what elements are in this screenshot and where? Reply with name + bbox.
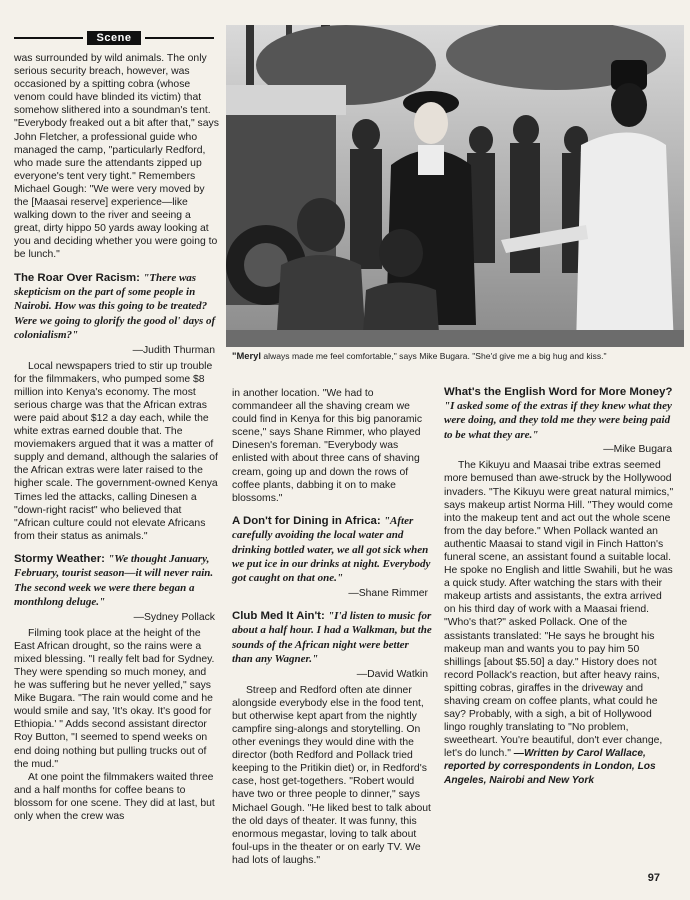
- caption-text: always made me feel comfortable," says Mike Bugara. "She'd give me a big hug and kiss.": [260, 351, 607, 361]
- subhead-club-med: Club Med It Ain't:: [232, 609, 325, 622]
- photo: [226, 25, 684, 347]
- pull-quote: "After carefully avoiding the local water and drinking bottled water, we all got sick when we put ice in our drinks at night. Everybody got caught on that one.": [232, 514, 431, 585]
- paragraph: was surrounded by wild animals. The only serious security breach, however, was occasioned by a spitting cobra (whose venom could have blinded its victim) that somehow slithered into a soundman's tent. "Everybody freaked out a bit after that," says John Fletcher, a professional guide who managed the camp, "particularly Redford, who made sure the attendants zipped up everyone's tent very tight." Remembers Michael Gough: "We were very moved by the [Maasai reserve] experience—like walking down to the river and seeing a great, dirty hippo 50 yards away looking at you and deciding whether you were going to be lunch.": [14, 53, 219, 261]
- section-header: [14, 30, 214, 46]
- subhead-with-quote: [232, 609, 432, 667]
- quote-attribution: —David Watkin: [356, 668, 428, 680]
- section-label: Scene: [87, 31, 142, 45]
- quote-attribution: —Shane Rimmer: [348, 587, 428, 599]
- quote-attribution: —Mike Bugara: [603, 444, 672, 456]
- page-number: 97: [647, 872, 660, 884]
- column-middle: [232, 387, 432, 867]
- photo-caption: [232, 350, 682, 362]
- pull-quote: "We thought January, February, tourist season—it will never rain. The second week we were there began a monthlong deluge.": [14, 552, 214, 609]
- paragraph: At one point the filmmakers waited three and a half months for coffee beans to blossom for one scene. They did at last, but only when the crew was: [14, 771, 215, 822]
- column-right: [444, 385, 676, 787]
- paragraph: Streep and Redford often ate dinner alongside everybody else in the food tent, but otherwise kept apart from the nightly campfire sing-alongs and storytelling. On other evenings they would dine with the director (both Redford and Pollack tried keeping to the Pritikin diet) or, in Redford's case, host get-togethers. "Robert would have two or three people to dinner," says Michael Gough. "He liked best to talk about the old days of theater. It was funny, this enormous megastar, loving to talk about foul-ups in the theater or on early TV. We had lots of laughs.": [232, 684, 431, 866]
- subhead-with-quote: [14, 271, 219, 343]
- subhead-racism: The Roar Over Racism:: [14, 271, 140, 284]
- paragraph: Filming took place at the height of the East African drought, so the rains were a mixed blessing. "I really felt bad for Sydney. They were spending so much money, and he was suffering but he never yelled," says Mike Bugara. "The rain would come and he would smile and say, 'It's okay. It's good for Ethiopia.' " Adds second assistant director Roy Button, "I seemed to spend weeks on end doing nothing but pulling trucks out of the mud.": [14, 627, 215, 770]
- pull-quote: "I'd listen to music for about a half hour. I had a Walkman, but the sounds of the African night were better than any Wagner.": [232, 609, 432, 666]
- section-rule-right: [145, 37, 214, 39]
- subhead-english-word: What's the English Word for More Money?: [444, 386, 673, 398]
- paragraph-text: The Kikuyu and Maasai tribe extras seemed more bemused than awe-struck by the Hollywood invaders. "The Kikuyu were great natural mimics," says makeup artist Norma Hill. "They would come into the makeup tent and act out the whole scene from the day before." When Pollack wanted an authentic Maasai to stand vigil in Finch Hatton's funeral scene, an assistant found a suitable local. He spoke no English and little Swahili, but he was a quick study. After watching the stars with their makeup artists and assistants, the extra arrived on his third day of work with a Maasai friend. "Who's that?" asked Pollack. One of the assistants translated: "He says he brought his makeup man and wants you to pay him 50 shillings [about $5.50] a day." History does not record Pollack's reaction, but after heavy rains, spitting cobras, giraffes in the driveway and shaving cream on coffee plants, what could he say? Probably, with a sigh, a bit of Hollywood lingo roughly translating to "No problem, sweetheart. You're beautiful, don't ever change, let's do lunch.": [444, 460, 674, 760]
- paragraph: in another location. "We had to commandeer all the shaving cream we could find in Kenya for this big panoramic scene," says Shane Rimmer, who played Dinesen's foreman. "Everybody was enlisted with about three cans of shaving cream, going up and down the rows of coffee plants, dabbing it on to make blossoms.": [232, 388, 423, 504]
- pull-quote: "I asked some of the extras if they knew what they were doing, and they told me they were being paid to be what they are.": [444, 400, 672, 441]
- photo-illustration: [226, 25, 684, 347]
- section-rule-left: [14, 37, 83, 39]
- subhead-with-quote: [444, 385, 676, 442]
- column-left: [14, 52, 219, 823]
- article-credit: —Written by Carol Wallace, reported by correspondents in London, Los Angeles, Nairobi and New York: [444, 748, 656, 786]
- pull-quote: "There was skepticism on the part of some people in Nairobi. How was this going to be treated? Were we going to glorify the good ol' days of colonialism?": [14, 271, 216, 342]
- quote-attribution: —Judith Thurman: [132, 344, 215, 356]
- paragraph: [444, 459, 676, 786]
- subhead-weather: Stormy Weather:: [14, 552, 105, 565]
- subhead-with-quote: [232, 514, 432, 586]
- paragraph: Local newspapers tried to stir up trouble for the filmmakers, who pumped some $8 million into Kenya's economy. The most serious charge was that the African extras were paid about $12 a day each, while the white extras earned double that. The moviemakers argued that it was a matter of supply and demand, although the salaries of the African extras were later raised to the higher scale. The government-owned Kenya Times led the attacks, calling Dinesen a "down-right racist" who believed that "African culture could not elevate Africans from their status as animals.": [14, 360, 218, 542]
- caption-lead: "Meryl: [232, 350, 261, 361]
- quote-attribution: —Sydney Pollack: [133, 611, 215, 623]
- subhead-with-quote: [14, 552, 219, 610]
- subhead-dining: A Don't for Dining in Africa:: [232, 514, 381, 527]
